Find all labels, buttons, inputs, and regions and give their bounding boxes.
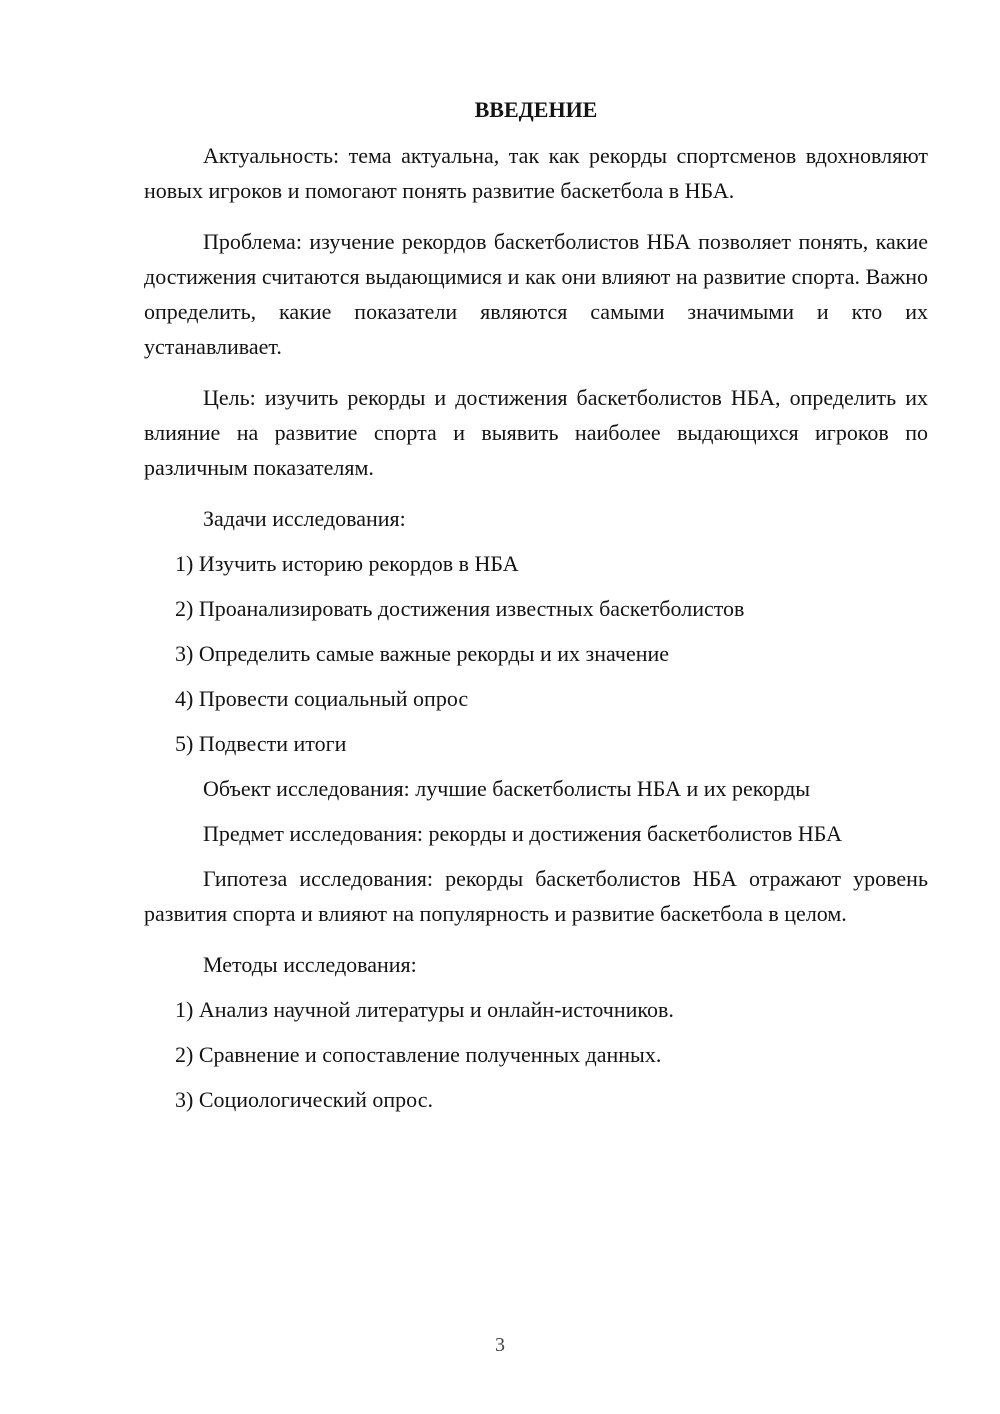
task-item: 4) Провести социальный опрос xyxy=(175,686,469,711)
task-item: 2) Проанализировать достижения известных баскетболистов xyxy=(175,596,745,621)
page-title: ВВЕДЕНИЕ xyxy=(474,97,598,122)
tasks-label: Задачи исследования: xyxy=(203,506,406,531)
tasks-list xyxy=(144,546,928,761)
relevance-paragraph: Актуальность: тема актуальна, так как рекорды спортсменов вдохновляют новых игроков и помогают понять развитие баскетбола в НБА. xyxy=(144,143,928,203)
method-item: 2) Сравнение и сопоставление полученных данных. xyxy=(175,1042,662,1067)
subject-line: Предмет исследования: рекорды и достижения баскетболистов НБА xyxy=(203,821,842,846)
problem-paragraph: Проблема: изучение рекордов баскетболистов НБА позволяет понять, какие достижения считаются выдающимися и как они влияют на развитие спорта. Важно определить, какие показатели являются самыми значимыми и кто их устанавливает. xyxy=(144,229,928,359)
method-item: 1) Анализ научной литературы и онлайн-источников. xyxy=(175,997,674,1022)
page-number: 3 xyxy=(495,1334,505,1356)
task-item: 5) Подвести итоги xyxy=(175,731,347,756)
task-item: 3) Определить самые важные рекорды и их значение xyxy=(175,641,670,666)
methods-list xyxy=(144,992,928,1117)
methods-label: Методы исследования: xyxy=(203,952,417,977)
method-item: 3) Социологический опрос. xyxy=(175,1087,433,1112)
goal-paragraph: Цель: изучить рекорды и достижения баскетболистов НБА, определить их влияние на развитие спорта и выявить наиболее выдающихся игроков по различным показателям. xyxy=(144,385,928,480)
object-line: Объект исследования: лучшие баскетболисты НБА и их рекорды xyxy=(203,776,811,801)
hypothesis-paragraph: Гипотеза исследования: рекорды баскетболистов НБА отражают уровень развития спорта и влияют на популярность и развитие баскетбола в целом. xyxy=(144,866,928,926)
task-item: 1) Изучить историю рекордов в НБА xyxy=(175,551,519,576)
